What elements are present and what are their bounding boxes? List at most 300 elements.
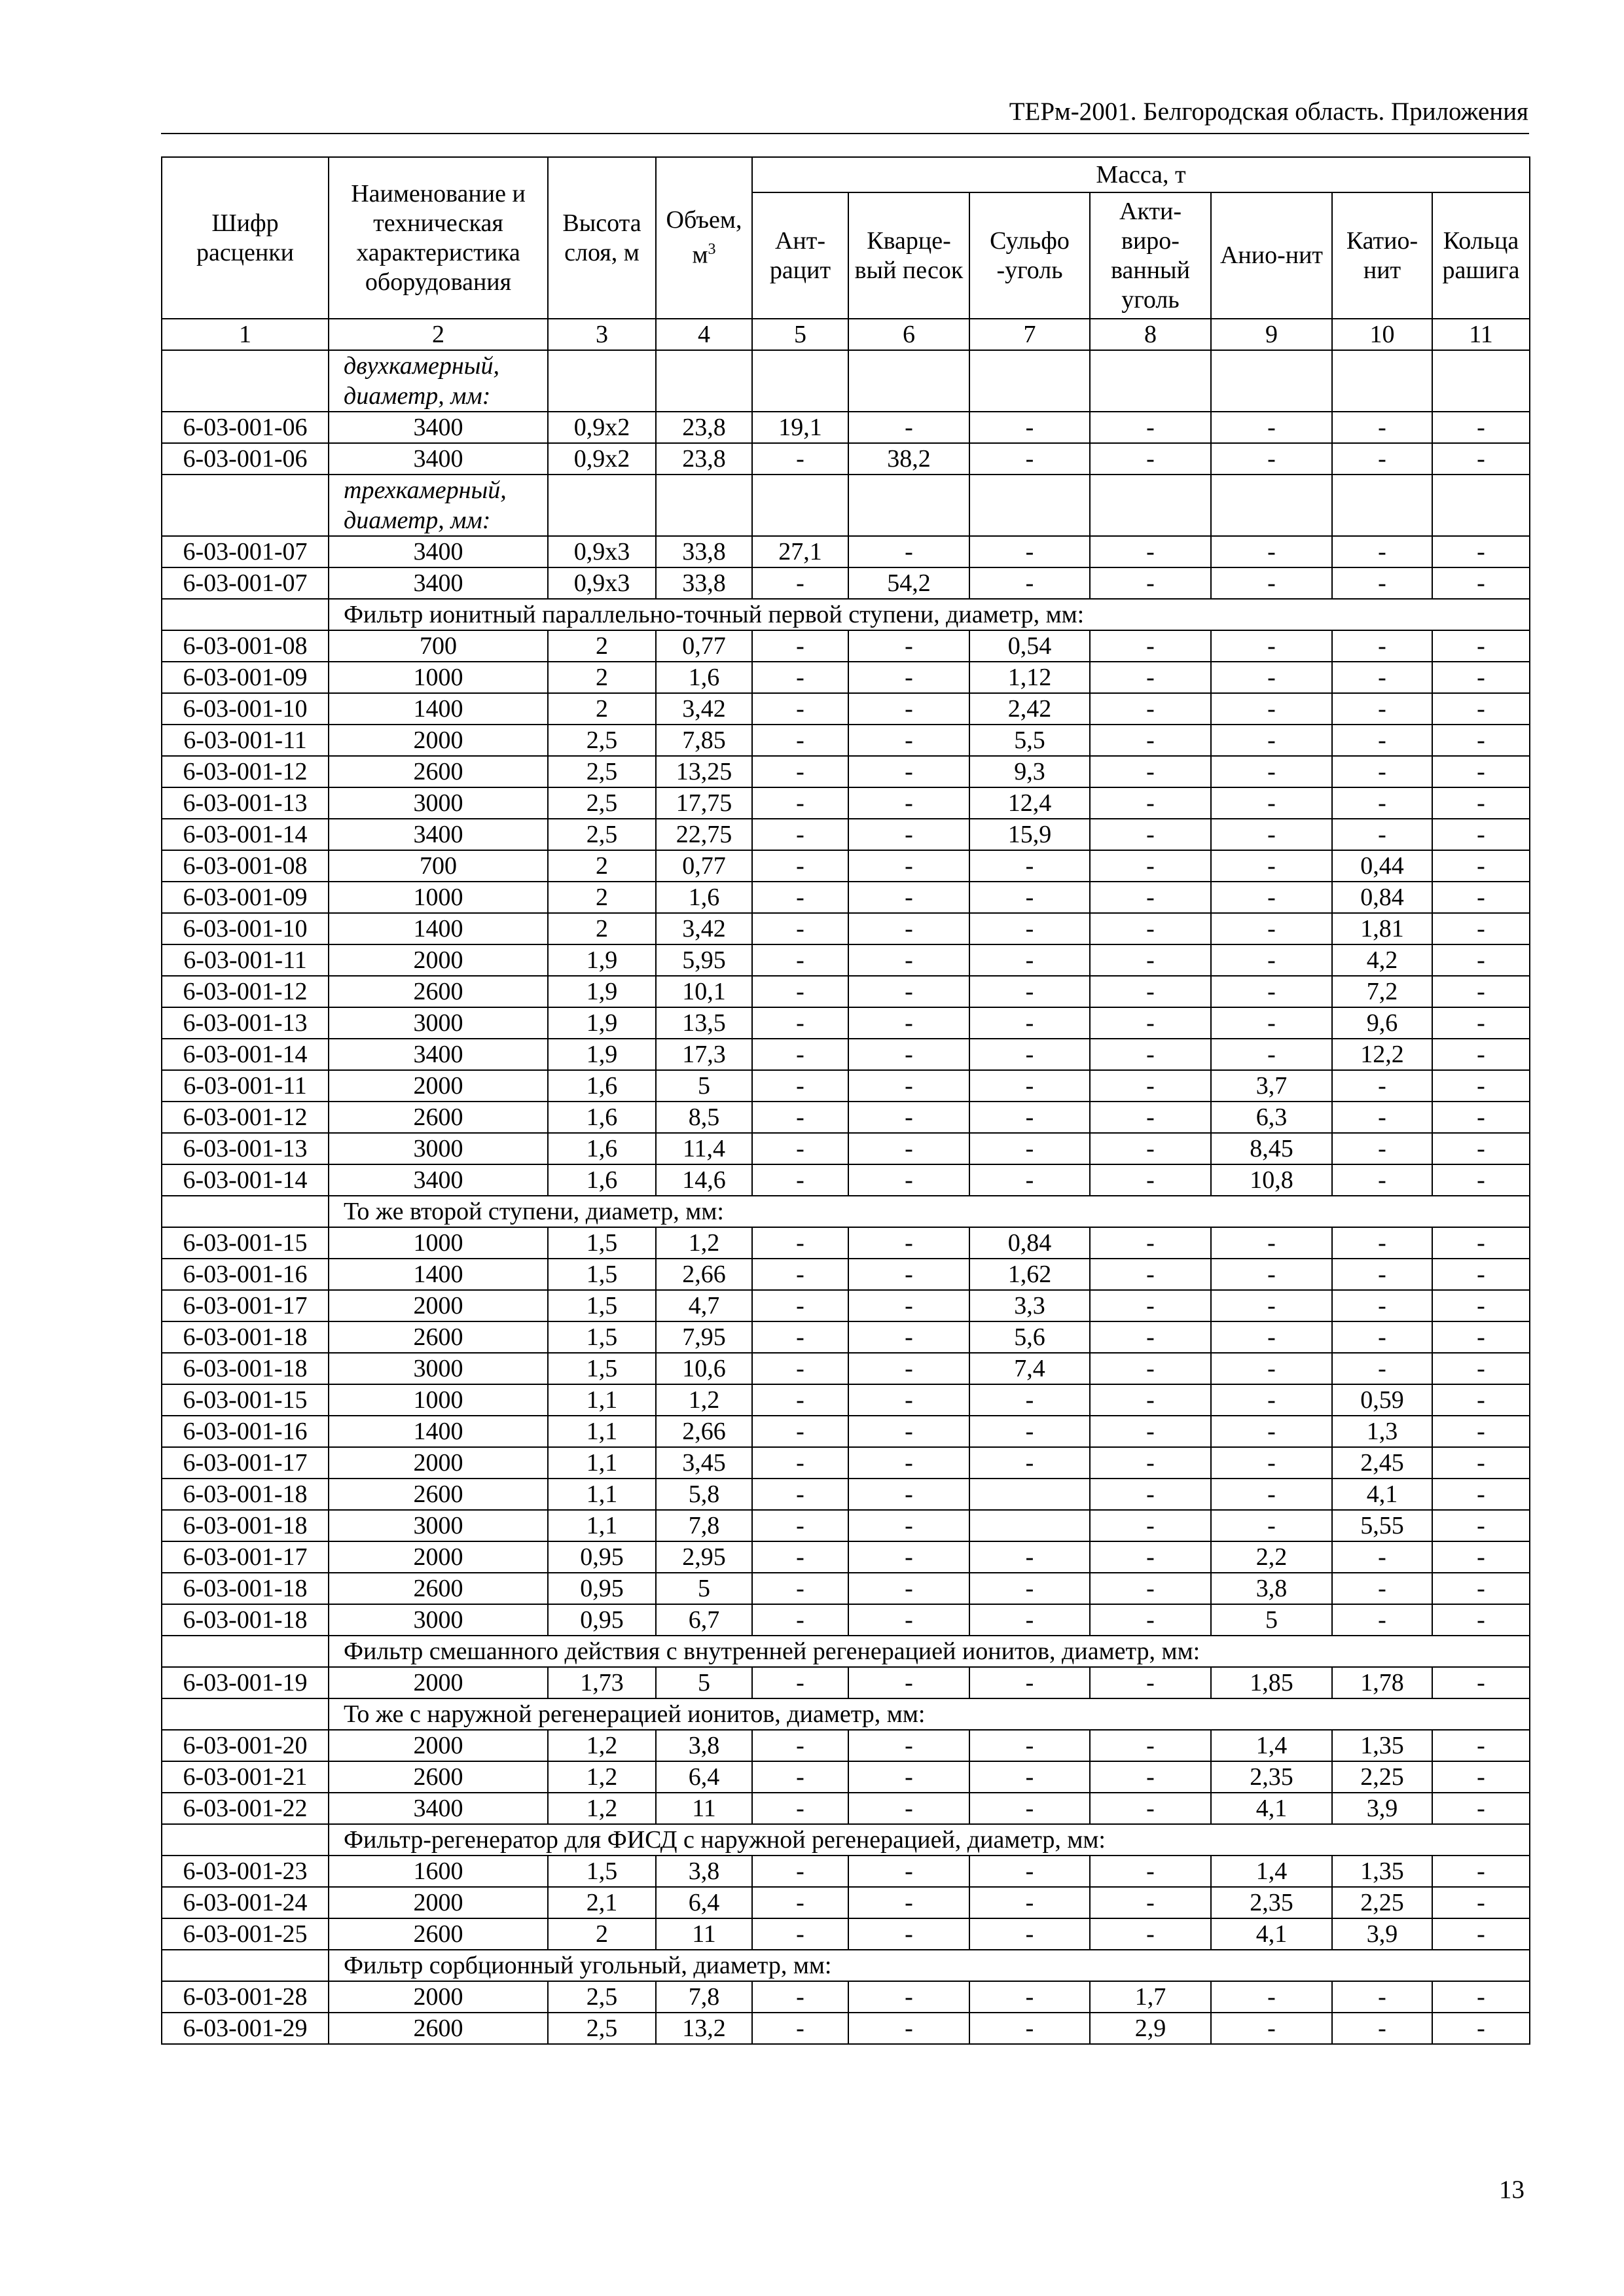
table-cell: - xyxy=(848,1730,969,1761)
table-cell: - xyxy=(1090,1793,1211,1824)
table-cell: 17,3 xyxy=(656,1039,752,1070)
table-cell: 7,85 xyxy=(656,725,752,756)
table-cell: - xyxy=(1090,1479,1211,1510)
page-number: 13 xyxy=(1499,2176,1525,2204)
rate-code-cell: 6-03-001-11 xyxy=(162,944,329,976)
table-cell: 19,1 xyxy=(752,412,848,443)
table-row xyxy=(162,1164,1530,1196)
table-cell: 2000 xyxy=(329,1541,548,1573)
table-cell: 4,1 xyxy=(1211,1793,1332,1824)
table-cell: 5 xyxy=(1211,1604,1332,1636)
table-cell: 17,75 xyxy=(656,787,752,819)
subhead-row xyxy=(162,475,1530,536)
table-cell: 1,9 xyxy=(548,944,656,976)
table-cell: - xyxy=(1090,1887,1211,1918)
table-cell: 1,78 xyxy=(1332,1667,1432,1698)
rate-code-cell: 6-03-001-14 xyxy=(162,1039,329,1070)
table-cell: - xyxy=(1090,1761,1211,1793)
table-cell: 2000 xyxy=(329,1070,548,1102)
empty-cell xyxy=(1332,475,1432,536)
table-row xyxy=(162,1856,1530,1887)
table-cell: - xyxy=(1432,1416,1530,1447)
table-cell: - xyxy=(969,2013,1090,2044)
table-row xyxy=(162,1667,1530,1698)
table-cell: - xyxy=(848,1164,969,1196)
column-number-cell: 3 xyxy=(548,319,656,350)
table-row xyxy=(162,536,1530,567)
table-cell: - xyxy=(1332,412,1432,443)
table-cell: - xyxy=(848,913,969,944)
table-cell: - xyxy=(1332,725,1432,756)
rate-code-cell: 6-03-001-08 xyxy=(162,850,329,882)
table-cell: 2,9 xyxy=(1090,2013,1211,2044)
table-cell: 1,1 xyxy=(548,1416,656,1447)
table-cell: - xyxy=(1090,1353,1211,1384)
table-cell: - xyxy=(1432,850,1530,882)
table-cell: - xyxy=(969,1604,1090,1636)
empty-cell xyxy=(969,350,1090,412)
table-cell: - xyxy=(848,1133,969,1164)
table-body xyxy=(162,350,1530,2044)
column-number-cell: 7 xyxy=(969,319,1090,350)
table-cell: 2000 xyxy=(329,1730,548,1761)
table-cell: - xyxy=(1211,787,1332,819)
table-cell: - xyxy=(1432,1887,1530,1918)
table-row xyxy=(162,2013,1530,2044)
table-cell: 1,7 xyxy=(1090,1981,1211,2013)
rate-code-cell: 6-03-001-11 xyxy=(162,1070,329,1102)
table-cell: - xyxy=(1090,1259,1211,1290)
table-cell: - xyxy=(1090,1007,1211,1039)
table-cell: - xyxy=(752,1353,848,1384)
table-cell: 0,95 xyxy=(548,1573,656,1604)
table-cell: - xyxy=(752,1039,848,1070)
table-cell: 27,1 xyxy=(752,536,848,567)
table-cell: - xyxy=(1090,944,1211,976)
table-cell: - xyxy=(752,725,848,756)
table-cell: - xyxy=(969,944,1090,976)
table-cell: - xyxy=(1090,1856,1211,1887)
table-cell: - xyxy=(848,1353,969,1384)
table-cell: - xyxy=(1211,1039,1332,1070)
table-cell: - xyxy=(1211,819,1332,850)
table-cell: - xyxy=(1332,1353,1432,1384)
table-cell: - xyxy=(752,913,848,944)
empty-cell xyxy=(162,599,329,630)
empty-cell xyxy=(548,350,656,412)
table-cell: 1000 xyxy=(329,1227,548,1259)
table-cell: 2,66 xyxy=(656,1416,752,1447)
table-row xyxy=(162,976,1530,1007)
table-cell: - xyxy=(1332,819,1432,850)
table-cell: 3400 xyxy=(329,412,548,443)
table-row xyxy=(162,944,1530,976)
table-row xyxy=(162,725,1530,756)
table-cell: - xyxy=(1432,1541,1530,1573)
table-cell: 1,3 xyxy=(1332,1416,1432,1447)
table-cell: 1000 xyxy=(329,1384,548,1416)
table-cell: 2,5 xyxy=(548,756,656,787)
table-row xyxy=(162,1290,1530,1321)
table-cell: - xyxy=(1090,976,1211,1007)
table-cell: - xyxy=(848,1290,969,1321)
table-cell: - xyxy=(848,1887,969,1918)
table-cell: - xyxy=(1090,819,1211,850)
table-cell: 2,35 xyxy=(1211,1887,1332,1918)
table-cell: - xyxy=(1332,1573,1432,1604)
table-cell: 14,6 xyxy=(656,1164,752,1196)
price-table-container xyxy=(161,156,1529,2045)
table-cell: 0,84 xyxy=(969,1227,1090,1259)
table-cell: - xyxy=(848,412,969,443)
table-cell: 2,5 xyxy=(548,725,656,756)
table-cell: 7,8 xyxy=(656,1510,752,1541)
table-cell: 2 xyxy=(548,913,656,944)
table-cell: - xyxy=(1332,662,1432,693)
table-cell: 1,9 xyxy=(548,1007,656,1039)
table-cell: 2600 xyxy=(329,1918,548,1950)
table-cell: 10,1 xyxy=(656,976,752,1007)
table-cell: - xyxy=(1432,756,1530,787)
table-cell: - xyxy=(1432,412,1530,443)
table-cell: - xyxy=(1432,787,1530,819)
table-cell: 1,6 xyxy=(548,1133,656,1164)
table-cell: 2,5 xyxy=(548,787,656,819)
table-cell: - xyxy=(1332,443,1432,475)
table-cell: - xyxy=(969,412,1090,443)
table-cell: - xyxy=(1432,913,1530,944)
table-cell: - xyxy=(969,1761,1090,1793)
rate-code-cell: 6-03-001-15 xyxy=(162,1227,329,1259)
table-cell: - xyxy=(1090,850,1211,882)
table-cell: - xyxy=(752,1604,848,1636)
table-cell: 3400 xyxy=(329,567,548,599)
rate-code-cell: 6-03-001-20 xyxy=(162,1730,329,1761)
section-row xyxy=(162,599,1530,630)
table-cell: - xyxy=(1211,1447,1332,1479)
table-cell: - xyxy=(969,882,1090,913)
table-cell: - xyxy=(848,1981,969,2013)
table-cell: 1,6 xyxy=(548,1164,656,1196)
rate-code-cell: 6-03-001-18 xyxy=(162,1510,329,1541)
table-cell: - xyxy=(969,1164,1090,1196)
table-cell: 1,2 xyxy=(548,1761,656,1793)
table-cell: 5,55 xyxy=(1332,1510,1432,1541)
table-cell: 7,4 xyxy=(969,1353,1090,1384)
table-cell: - xyxy=(848,1761,969,1793)
table-cell: - xyxy=(969,1887,1090,1918)
table-cell: - xyxy=(1090,1384,1211,1416)
table-cell: - xyxy=(1211,443,1332,475)
table-row xyxy=(162,693,1530,725)
rate-code-cell: 6-03-001-13 xyxy=(162,787,329,819)
table-cell: - xyxy=(1090,630,1211,662)
table-cell: - xyxy=(752,944,848,976)
table-cell: 1,4 xyxy=(1211,1856,1332,1887)
table-cell: 3,42 xyxy=(656,693,752,725)
table-cell: - xyxy=(969,1070,1090,1102)
table-cell: 3,9 xyxy=(1332,1918,1432,1950)
table-cell: - xyxy=(1432,1856,1530,1887)
table-cell: - xyxy=(1332,1133,1432,1164)
table-cell: - xyxy=(1432,1479,1530,1510)
table-cell: 2600 xyxy=(329,976,548,1007)
table-cell: - xyxy=(1211,1321,1332,1353)
table-cell: 2 xyxy=(548,850,656,882)
price-table xyxy=(161,156,1530,2045)
table-cell: 1000 xyxy=(329,662,548,693)
table-cell: 1600 xyxy=(329,1856,548,1887)
table-row xyxy=(162,1887,1530,1918)
table-cell: - xyxy=(752,1541,848,1573)
table-cell: - xyxy=(1211,412,1332,443)
table-cell: - xyxy=(752,630,848,662)
table-cell: 1,6 xyxy=(548,1102,656,1133)
table-cell: 11 xyxy=(656,1918,752,1950)
table-cell: 11,4 xyxy=(656,1133,752,1164)
table-cell: - xyxy=(848,536,969,567)
table-cell: 12,4 xyxy=(969,787,1090,819)
table-cell: - xyxy=(1332,630,1432,662)
table-cell: 1,5 xyxy=(548,1290,656,1321)
table-cell: 8,5 xyxy=(656,1102,752,1133)
table-cell: - xyxy=(1432,1353,1530,1384)
table-cell: - xyxy=(1090,725,1211,756)
rate-code-cell: 6-03-001-13 xyxy=(162,1007,329,1039)
table-cell: - xyxy=(752,850,848,882)
table-cell: 2000 xyxy=(329,725,548,756)
empty-cell xyxy=(752,350,848,412)
table-cell: - xyxy=(1432,1730,1530,1761)
table-cell: - xyxy=(752,787,848,819)
table-cell: - xyxy=(848,756,969,787)
table-cell: 2600 xyxy=(329,1761,548,1793)
table-cell: 2000 xyxy=(329,1981,548,2013)
header-anionite: Анио-нит xyxy=(1211,192,1332,319)
table-cell: - xyxy=(1432,1447,1530,1479)
empty-cell xyxy=(162,1636,329,1667)
table-cell: 13,2 xyxy=(656,2013,752,2044)
rate-code-cell: 6-03-001-18 xyxy=(162,1604,329,1636)
empty-cell xyxy=(848,475,969,536)
table-cell: 1,9 xyxy=(548,976,656,1007)
table-cell: - xyxy=(1090,1416,1211,1447)
column-number-cell: 2 xyxy=(329,319,548,350)
empty-cell xyxy=(162,1196,329,1227)
empty-cell xyxy=(162,350,329,412)
empty-cell xyxy=(548,475,656,536)
table-row xyxy=(162,1039,1530,1070)
table-cell: - xyxy=(848,976,969,1007)
table-cell: - xyxy=(848,1604,969,1636)
table-cell: - xyxy=(969,1856,1090,1887)
rate-code-cell: 6-03-001-24 xyxy=(162,1887,329,1918)
table-cell: 1,9 xyxy=(548,1039,656,1070)
empty-cell xyxy=(162,1950,329,1981)
table-cell: - xyxy=(752,1730,848,1761)
column-number-cell: 9 xyxy=(1211,319,1332,350)
table-cell: 13,5 xyxy=(656,1007,752,1039)
table-cell: 5,95 xyxy=(656,944,752,976)
rate-code-cell: 6-03-001-19 xyxy=(162,1667,329,1698)
table-cell: - xyxy=(1090,412,1211,443)
table-cell: 2,5 xyxy=(548,2013,656,2044)
table-cell: 1,1 xyxy=(548,1479,656,1510)
table-cell: - xyxy=(1090,787,1211,819)
empty-cell xyxy=(162,1698,329,1730)
table-cell: - xyxy=(752,1981,848,2013)
table-row xyxy=(162,1510,1530,1541)
section-label: Фильтр сорбционный угольный, диаметр, мм: xyxy=(329,1950,1530,1981)
table-cell: 3400 xyxy=(329,1164,548,1196)
table-cell: - xyxy=(1432,1667,1530,1698)
table-cell: 2000 xyxy=(329,1447,548,1479)
table-row xyxy=(162,1133,1530,1164)
table-cell: - xyxy=(848,1070,969,1102)
table-cell: - xyxy=(752,693,848,725)
table-cell: 15,9 xyxy=(969,819,1090,850)
table-cell: 0,44 xyxy=(1332,850,1432,882)
section-label: То же с наружной регенерацией ионитов, диаметр, мм: xyxy=(329,1698,1530,1730)
table-row xyxy=(162,1479,1530,1510)
section-label: Фильтр-регенератор для ФИСД с наружной регенерацией, диаметр, мм: xyxy=(329,1824,1530,1856)
table-row xyxy=(162,1761,1530,1793)
table-cell: - xyxy=(1090,1447,1211,1479)
table-cell: - xyxy=(752,819,848,850)
table-cell: 1,5 xyxy=(548,1227,656,1259)
table-cell: - xyxy=(1332,1070,1432,1102)
table-cell: - xyxy=(1090,567,1211,599)
rate-code-cell: 6-03-001-07 xyxy=(162,567,329,599)
table-cell: 0,9х2 xyxy=(548,412,656,443)
empty-cell xyxy=(969,475,1090,536)
table-cell: 9,3 xyxy=(969,756,1090,787)
table-cell: - xyxy=(848,1384,969,1416)
table-cell: - xyxy=(1090,1918,1211,1950)
table-cell: 3,8 xyxy=(656,1856,752,1887)
table-cell: - xyxy=(1432,1761,1530,1793)
table-cell: - xyxy=(1432,1918,1530,1950)
table-row xyxy=(162,1981,1530,2013)
table-cell: - xyxy=(848,819,969,850)
table-cell: - xyxy=(752,1447,848,1479)
column-number-row xyxy=(162,319,1530,350)
table-cell: 3,9 xyxy=(1332,1793,1432,1824)
table-cell: 1,5 xyxy=(548,1353,656,1384)
table-cell: 11 xyxy=(656,1793,752,1824)
table-cell: - xyxy=(1090,1573,1211,1604)
table-cell: - xyxy=(1332,787,1432,819)
header-code: Шифр расценки xyxy=(162,157,329,319)
table-cell: - xyxy=(1332,1604,1432,1636)
empty-cell xyxy=(1211,350,1332,412)
table-cell: - xyxy=(752,1164,848,1196)
table-cell: - xyxy=(1332,1981,1432,2013)
table-cell: 2 xyxy=(548,1918,656,1950)
table-cell: - xyxy=(1211,536,1332,567)
table-cell: 2,1 xyxy=(548,1887,656,1918)
rate-code-cell: 6-03-001-09 xyxy=(162,662,329,693)
table-cell xyxy=(969,1510,1090,1541)
table-cell: - xyxy=(1211,1479,1332,1510)
table-cell: - xyxy=(752,976,848,1007)
table-cell: 7,2 xyxy=(1332,976,1432,1007)
table-cell: - xyxy=(1432,1290,1530,1321)
header-layer-height: Высота слоя, м xyxy=(548,157,656,319)
table-cell: - xyxy=(969,976,1090,1007)
table-cell: - xyxy=(1090,882,1211,913)
table-cell: 4,2 xyxy=(1332,944,1432,976)
table-cell: - xyxy=(969,1133,1090,1164)
table-cell: - xyxy=(1211,882,1332,913)
rate-code-cell: 6-03-001-08 xyxy=(162,630,329,662)
table-cell: 1400 xyxy=(329,693,548,725)
table-cell: 5 xyxy=(656,1573,752,1604)
table-cell: - xyxy=(1332,536,1432,567)
table-row xyxy=(162,1573,1530,1604)
rate-code-cell: 6-03-001-16 xyxy=(162,1259,329,1290)
table-cell: - xyxy=(848,725,969,756)
table-cell: - xyxy=(1332,567,1432,599)
table-cell: 3400 xyxy=(329,819,548,850)
table-cell: - xyxy=(1432,1039,1530,1070)
column-number-cell: 10 xyxy=(1332,319,1432,350)
table-cell: 1,81 xyxy=(1332,913,1432,944)
table-cell: - xyxy=(1432,2013,1530,2044)
table-cell: - xyxy=(848,1541,969,1573)
header-volume xyxy=(656,157,752,319)
table-cell: - xyxy=(1211,1981,1332,2013)
rate-code-cell: 6-03-001-06 xyxy=(162,443,329,475)
table-cell: 3400 xyxy=(329,536,548,567)
table-cell: - xyxy=(1090,1133,1211,1164)
table-cell: 0,77 xyxy=(656,850,752,882)
rate-code-cell: 6-03-001-29 xyxy=(162,2013,329,2044)
rate-code-cell: 6-03-001-17 xyxy=(162,1447,329,1479)
table-row xyxy=(162,1007,1530,1039)
table-cell: 2,66 xyxy=(656,1259,752,1290)
rate-code-cell: 6-03-001-18 xyxy=(162,1573,329,1604)
table-cell: 10,8 xyxy=(1211,1164,1332,1196)
table-cell: 1,35 xyxy=(1332,1856,1432,1887)
table-cell: - xyxy=(1432,443,1530,475)
table-cell: 5 xyxy=(656,1070,752,1102)
rate-code-cell: 6-03-001-13 xyxy=(162,1133,329,1164)
table-cell: - xyxy=(848,1479,969,1510)
empty-cell xyxy=(1432,475,1530,536)
table-cell: - xyxy=(848,1039,969,1070)
table-cell: - xyxy=(969,1981,1090,2013)
table-cell: 10,6 xyxy=(656,1353,752,1384)
table-cell: - xyxy=(752,1290,848,1321)
table-row xyxy=(162,630,1530,662)
header-divider xyxy=(161,133,1529,134)
table-cell: - xyxy=(848,1573,969,1604)
table-cell: - xyxy=(1090,913,1211,944)
rate-code-cell: 6-03-001-18 xyxy=(162,1479,329,1510)
table-cell: - xyxy=(848,1259,969,1290)
table-row xyxy=(162,1604,1530,1636)
table-cell: 2600 xyxy=(329,1573,548,1604)
table-cell: - xyxy=(1090,693,1211,725)
table-cell: - xyxy=(848,1856,969,1887)
table-cell: 2600 xyxy=(329,756,548,787)
table-cell: - xyxy=(1090,1290,1211,1321)
table-cell: 5,6 xyxy=(969,1321,1090,1353)
table-cell: - xyxy=(752,1259,848,1290)
table-cell: 3000 xyxy=(329,1353,548,1384)
column-number-cell: 6 xyxy=(848,319,969,350)
